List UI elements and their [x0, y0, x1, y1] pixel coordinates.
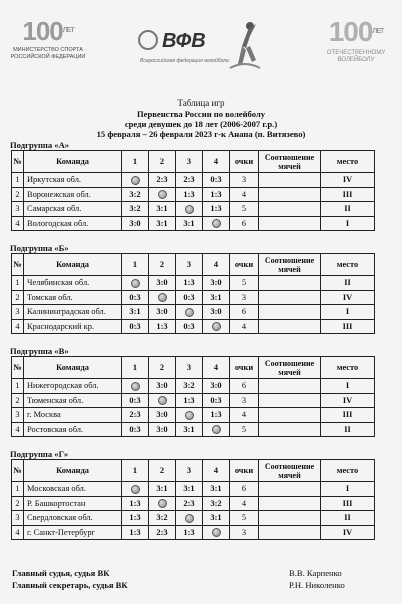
column-header-points: очки [230, 357, 259, 379]
match-score: 1:3 [203, 202, 230, 217]
table-row [12, 276, 375, 291]
team-name: Иркутская обл. [24, 173, 122, 188]
row-number: 1 [12, 173, 24, 188]
match-score: 1:3 [176, 187, 203, 202]
volleyball-icon [185, 411, 194, 420]
ratio-cell [259, 511, 321, 526]
volleyball-icon [212, 528, 221, 537]
match-score: 3:1 [149, 216, 176, 231]
points-cell: 3 [230, 290, 259, 305]
diagonal-cell [203, 216, 230, 231]
match-score: 3:0 [149, 276, 176, 291]
chief-secretary-name: Р.Н. Николенко [289, 580, 345, 590]
ministry-logo-line-2: РОССИЙСКОЙ ФЕДЕРАЦИИ [10, 53, 86, 60]
column-header-num: № [12, 460, 24, 482]
table-row [12, 525, 375, 540]
match-score: 2:3 [122, 408, 149, 423]
group-table [11, 356, 375, 437]
column-header-team: Команда [24, 254, 122, 276]
column-header-points: очки [230, 254, 259, 276]
team-name: Вологодская обл. [24, 216, 122, 231]
volleyball-icon [212, 425, 221, 434]
volleyball-icon [185, 308, 194, 317]
team-name: Нижегородская обл. [24, 379, 122, 394]
points-cell: 3 [230, 173, 259, 188]
match-score: 1:3 [122, 525, 149, 540]
table-row [12, 305, 375, 320]
row-number: 1 [12, 482, 24, 497]
row-number: 1 [12, 379, 24, 394]
match-score: 3:0 [203, 305, 230, 320]
team-name: Тюменская обл. [24, 393, 122, 408]
vfv-logo-sub: Всероссийская федерация волейбола [140, 58, 229, 64]
ratio-cell [259, 525, 321, 540]
column-header-c2: 2 [149, 460, 176, 482]
table-row [12, 482, 375, 497]
match-score: 0:3 [203, 393, 230, 408]
column-header-c4: 4 [203, 254, 230, 276]
match-score: 2:3 [149, 173, 176, 188]
team-name: Свердловская обл. [24, 511, 122, 526]
table-row [12, 319, 375, 334]
dates-location: 15 февраля – 26 февраля 2023 г-к Анапа (п. Витязево) [96, 129, 306, 139]
points-cell: 6 [230, 216, 259, 231]
volleyball-icon [158, 190, 167, 199]
ratio-cell [259, 393, 321, 408]
volleyball-icon [131, 279, 140, 288]
row-number: 2 [12, 187, 24, 202]
group-table [11, 253, 375, 334]
diagonal-cell [149, 393, 176, 408]
table-row [12, 187, 375, 202]
diagonal-cell [203, 319, 230, 334]
place-cell: III [321, 408, 375, 423]
match-score: 1:3 [176, 525, 203, 540]
place-cell: I [321, 305, 375, 320]
group-label: Подгруппа «А» [10, 140, 70, 150]
points-cell: 4 [230, 187, 259, 202]
team-name: Томская обл. [24, 290, 122, 305]
player-silhouette-icon [228, 20, 262, 72]
team-name: Московская обл. [24, 482, 122, 497]
match-score: 0:3 [122, 393, 149, 408]
chief-judge-name: В.В. Карпенко [289, 568, 342, 578]
ratio-cell [259, 319, 321, 334]
match-score: 3:1 [203, 482, 230, 497]
column-header-c3: 3 [176, 254, 203, 276]
row-number: 1 [12, 276, 24, 291]
match-score: 3:1 [203, 511, 230, 526]
place-cell: III [321, 187, 375, 202]
points-cell: 4 [230, 408, 259, 423]
team-name: Ростовская обл. [24, 422, 122, 437]
volleyball-icon [158, 396, 167, 405]
column-header-place: место [321, 254, 375, 276]
match-score: 3:2 [122, 202, 149, 217]
row-number: 3 [12, 511, 24, 526]
ministry-logo [8, 18, 88, 60]
ratio-cell [259, 482, 321, 497]
place-cell: I [321, 216, 375, 231]
column-header-c3: 3 [176, 357, 203, 379]
federation-logo-line-2: ВОЛЕЙБОЛУ [337, 57, 375, 63]
ministry-logo-line-1: МИНИСТЕРСТВО СПОРТА [13, 47, 83, 53]
match-score: 3:1 [176, 482, 203, 497]
points-cell: 6 [230, 379, 259, 394]
match-score: 1:3 [203, 408, 230, 423]
volleyball-icon [212, 322, 221, 331]
place-cell: III [321, 319, 375, 334]
table-row [12, 408, 375, 423]
diagonal-cell [149, 187, 176, 202]
match-score: 0:3 [203, 173, 230, 188]
ratio-cell [259, 422, 321, 437]
diagonal-cell [122, 379, 149, 394]
team-name: Краснодарский кр. [24, 319, 122, 334]
diagonal-cell [203, 422, 230, 437]
age-category: среди девушек до 18 лет (2006-2007 г.р.) [124, 119, 278, 129]
federation-100-logo [316, 18, 396, 64]
match-score: 0:3 [122, 290, 149, 305]
column-header-ratio: Соотношение мячей [259, 254, 321, 276]
ratio-cell [259, 187, 321, 202]
diagonal-cell [203, 525, 230, 540]
column-header-c4: 4 [203, 151, 230, 173]
column-header-c2: 2 [149, 151, 176, 173]
team-name: г. Москва [24, 408, 122, 423]
document-header [0, 0, 402, 96]
diagonal-cell [176, 305, 203, 320]
match-score: 3:1 [176, 216, 203, 231]
ratio-cell [259, 496, 321, 511]
column-header-c4: 4 [203, 460, 230, 482]
table-row [12, 422, 375, 437]
match-score: 1:3 [122, 511, 149, 526]
diagonal-cell [122, 276, 149, 291]
points-cell: 5 [230, 422, 259, 437]
column-header-c3: 3 [176, 460, 203, 482]
match-score: 3:0 [149, 422, 176, 437]
ministry-logo-mark: 100 [22, 16, 63, 46]
row-number: 3 [12, 408, 24, 423]
place-cell: I [321, 379, 375, 394]
points-cell: 3 [230, 393, 259, 408]
team-name: Челябинская обл. [24, 276, 122, 291]
vfv-logo [132, 20, 262, 72]
table-row [12, 393, 375, 408]
column-header-c1: 1 [122, 151, 149, 173]
ratio-cell [259, 290, 321, 305]
ratio-cell [259, 305, 321, 320]
points-cell: 4 [230, 319, 259, 334]
column-header-num: № [12, 254, 24, 276]
match-score: 2:3 [176, 173, 203, 188]
match-score: 3:0 [203, 276, 230, 291]
diagonal-cell [176, 511, 203, 526]
match-score: 3:1 [149, 482, 176, 497]
diagonal-cell [122, 173, 149, 188]
ratio-cell [259, 276, 321, 291]
match-score: 1:3 [176, 276, 203, 291]
match-score: 3:1 [122, 305, 149, 320]
volleyball-icon [131, 485, 140, 494]
match-score: 3:0 [122, 216, 149, 231]
match-score: 0:3 [176, 290, 203, 305]
diagonal-cell [149, 290, 176, 305]
table-row [12, 379, 375, 394]
group-table [11, 150, 375, 231]
match-score: 1:3 [203, 187, 230, 202]
group-label: Подгруппа «Б» [10, 243, 69, 253]
table-header-row [12, 357, 375, 379]
row-number: 4 [12, 319, 24, 334]
match-score: 3:2 [122, 187, 149, 202]
place-cell: I [321, 482, 375, 497]
match-score: 3:2 [203, 496, 230, 511]
column-header-points: очки [230, 460, 259, 482]
match-score: 3:1 [203, 290, 230, 305]
diagonal-cell [176, 408, 203, 423]
points-cell: 3 [230, 525, 259, 540]
volleyball-icon [212, 219, 221, 228]
match-score: 3:2 [149, 511, 176, 526]
points-cell: 5 [230, 202, 259, 217]
column-header-ratio: Соотношение мячей [259, 357, 321, 379]
place-cell: IV [321, 173, 375, 188]
team-name: Воронежская обл. [24, 187, 122, 202]
row-number: 2 [12, 393, 24, 408]
group-label: Подгруппа «В» [10, 346, 69, 356]
column-header-place: место [321, 460, 375, 482]
points-cell: 4 [230, 496, 259, 511]
row-number: 3 [12, 202, 24, 217]
team-name: г. Санкт-Петербург [24, 525, 122, 540]
federation-logo-line-1: ОТЕЧЕСТВЕННОМУ [326, 50, 386, 56]
row-number: 2 [12, 496, 24, 511]
match-score: 0:3 [122, 319, 149, 334]
match-score: 3:0 [149, 379, 176, 394]
place-cell: II [321, 511, 375, 526]
place-cell: IV [321, 525, 375, 540]
column-header-place: место [321, 151, 375, 173]
diagonal-cell [176, 202, 203, 217]
chief-judge-label: Главный судья, судья ВК [12, 568, 110, 578]
match-score: 2:3 [149, 525, 176, 540]
chief-secretary-label: Главный секретарь, судья ВК [12, 580, 128, 590]
group-table [11, 459, 375, 540]
column-header-num: № [12, 357, 24, 379]
column-header-c1: 1 [122, 254, 149, 276]
ratio-cell [259, 408, 321, 423]
column-header-c3: 3 [176, 151, 203, 173]
place-cell: IV [321, 393, 375, 408]
diagonal-cell [122, 482, 149, 497]
match-score: 2:3 [176, 496, 203, 511]
match-score: 3:2 [176, 379, 203, 394]
volleyball-icon [185, 514, 194, 523]
points-cell: 5 [230, 276, 259, 291]
table-row [12, 202, 375, 217]
table-header-row [12, 151, 375, 173]
ratio-cell [259, 202, 321, 217]
table-row [12, 216, 375, 231]
match-score: 3:0 [149, 305, 176, 320]
row-number: 2 [12, 290, 24, 305]
place-cell: II [321, 202, 375, 217]
volleyball-icon [131, 176, 140, 185]
place-cell: II [321, 422, 375, 437]
table-header-row [12, 460, 375, 482]
federation-logo-mark: 100 [328, 16, 373, 47]
match-score: 3:1 [149, 202, 176, 217]
column-header-num: № [12, 151, 24, 173]
points-cell: 6 [230, 482, 259, 497]
match-score: 1:3 [149, 319, 176, 334]
column-header-points: очки [230, 151, 259, 173]
column-header-c1: 1 [122, 357, 149, 379]
column-header-team: Команда [24, 460, 122, 482]
match-score: 3:0 [149, 408, 176, 423]
column-header-c4: 4 [203, 357, 230, 379]
place-cell: IV [321, 290, 375, 305]
federation-logo-sup: ЛЕТ [372, 28, 384, 35]
place-cell: II [321, 276, 375, 291]
ratio-cell [259, 173, 321, 188]
volleyball-icon [158, 293, 167, 302]
column-header-team: Команда [24, 151, 122, 173]
column-header-ratio: Соотношение мячей [259, 151, 321, 173]
match-score: 0:3 [176, 319, 203, 334]
volleyball-icon [158, 499, 167, 508]
volleyball-icon [131, 382, 140, 391]
team-name: Калининградская обл. [24, 305, 122, 320]
row-number: 3 [12, 305, 24, 320]
table-header-row [12, 254, 375, 276]
column-header-c2: 2 [149, 254, 176, 276]
ratio-cell [259, 379, 321, 394]
points-cell: 5 [230, 511, 259, 526]
column-header-place: место [321, 357, 375, 379]
ministry-logo-sup: ЛЕТ [62, 27, 74, 34]
column-header-ratio: Соотношение мячей [259, 460, 321, 482]
place-cell: III [321, 496, 375, 511]
table-row [12, 511, 375, 526]
match-score: 0:3 [122, 422, 149, 437]
column-header-c1: 1 [122, 460, 149, 482]
match-score: 1:3 [122, 496, 149, 511]
match-score: 3:1 [176, 422, 203, 437]
match-score: 3:0 [203, 379, 230, 394]
group-label: Подгруппа «Г» [10, 449, 69, 459]
vfv-logo-mark: ВФВ [162, 30, 206, 52]
points-cell: 6 [230, 305, 259, 320]
table-row [12, 173, 375, 188]
volleyball-icon [185, 205, 194, 214]
table-row [12, 290, 375, 305]
row-number: 4 [12, 216, 24, 231]
row-number: 4 [12, 422, 24, 437]
column-header-c2: 2 [149, 357, 176, 379]
column-header-team: Команда [24, 357, 122, 379]
championship-name: Первенства России по волейболу [136, 109, 266, 119]
team-name: Р. Башкортостан [24, 496, 122, 511]
row-number: 4 [12, 525, 24, 540]
document-title: Таблица игр [177, 98, 225, 108]
ratio-cell [259, 216, 321, 231]
volleyball-icon [138, 30, 158, 50]
diagonal-cell [149, 496, 176, 511]
team-name: Самарская обл. [24, 202, 122, 217]
table-row [12, 496, 375, 511]
match-score: 1:3 [176, 393, 203, 408]
